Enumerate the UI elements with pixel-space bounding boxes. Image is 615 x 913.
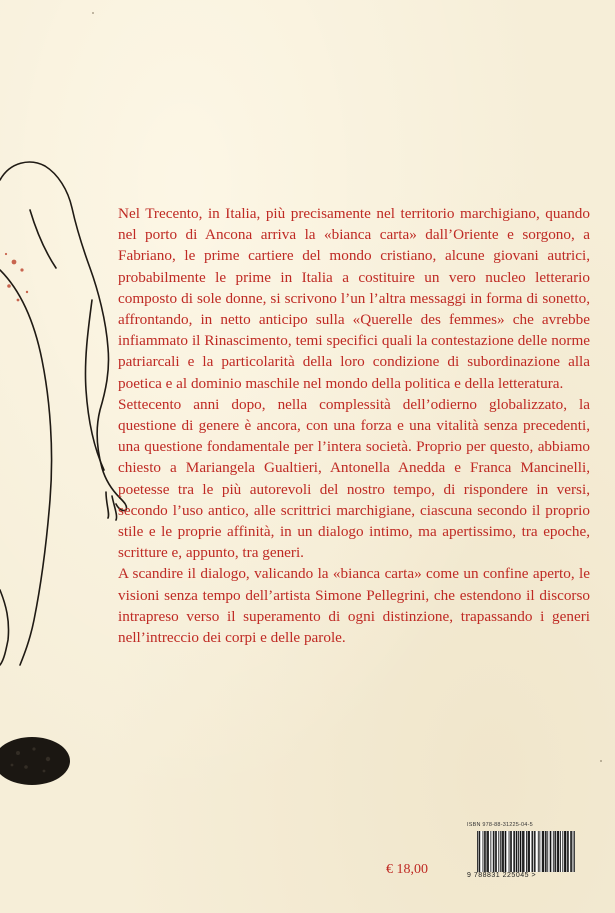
- barcode-bar: [539, 831, 540, 872]
- barcode-bar: [487, 831, 488, 872]
- barcode-bar: [535, 831, 536, 872]
- barcode-bar: [542, 831, 543, 872]
- barcode-bar: [573, 831, 574, 872]
- barcode-bar: [538, 831, 539, 872]
- barcode-bar: [555, 831, 556, 872]
- barcode-bar: [553, 831, 554, 872]
- barcode-bar: [554, 831, 555, 872]
- barcode-bar: [520, 831, 521, 872]
- barcode-bar: [485, 831, 486, 872]
- barcode-bar: [532, 831, 533, 872]
- barcode-bar: [557, 831, 558, 872]
- barcode-bar: [523, 831, 524, 872]
- barcode-bar: [495, 831, 496, 872]
- barcode-bar: [558, 831, 559, 872]
- barcode-bar: [534, 831, 535, 872]
- barcode-bar: [513, 831, 514, 872]
- barcode-bar: [490, 831, 491, 872]
- paper-speck: [92, 12, 94, 14]
- barcode-bar: [477, 831, 478, 872]
- barcode-bar: [570, 831, 571, 872]
- barcode-bar: [518, 831, 519, 872]
- barcode-bar: [479, 831, 480, 872]
- barcode-bar: [493, 831, 494, 872]
- barcode-bar: [567, 831, 568, 872]
- barcode-bar: [500, 831, 501, 872]
- barcode-bar: [520, 831, 521, 872]
- barcode-bar: [529, 831, 530, 872]
- barcode: [477, 831, 575, 872]
- isbn-digits: 9 788831 225045 >: [467, 872, 537, 879]
- price-label: € 18,00: [386, 862, 428, 877]
- blurb-paragraph-1: Nel Trecento, in Italia, più precisamente nel territorio marchigiano, quando nel porto di Ancona arriva la «bianca carta» dall’Oriente e sorgono, a Fabriano, le prime cartiere del mondo cristiano, alcune giovani autrici, probabilmente le prime in Italia a costituire un vero nucleo letterario composto di sole donne, si scrivono l’un l’altra messaggi in forma di sonetto, affrontando, in netto anticipo sulla «Querelle des femmes» che avrebbe infiammato il Rinascimento, temi specifici quali la contestazione delle norme patriarcali e la particolarità della loro condizione di subordinazione alla poetica e al dominio maschile nel mondo della politica e della letteratura.: [118, 205, 590, 392]
- barcode-bar: [503, 831, 504, 872]
- barcode-bar: [565, 831, 566, 872]
- barcode-bar: [517, 831, 518, 872]
- barcode-bar: [502, 831, 503, 872]
- barcode-bar: [528, 831, 529, 872]
- paper-speck: [600, 760, 602, 762]
- barcode-bar: [568, 831, 569, 872]
- barcode-bar: [566, 831, 567, 872]
- barcode-bar: [496, 831, 497, 872]
- barcode-bar: [516, 831, 517, 872]
- barcode-bar: [574, 831, 575, 872]
- barcode-bar: [546, 831, 547, 872]
- barcode-bar: [524, 831, 525, 872]
- barcode-bar: [511, 831, 512, 872]
- back-cover-blurb: [118, 203, 590, 648]
- barcode-bar: [558, 831, 559, 872]
- barcode-bar: [547, 831, 548, 872]
- barcode-bar: [514, 831, 515, 872]
- blurb-paragraph-2: Settecento anni dopo, nella complessità dell’odierno globalizzato, la questione di genere è ancora, con una forza e una vitalità senza precedenti, una questione fondamentale per l’intera società. Proprio per questo, abbiamo chiesto a Mariangela Gualtieri, Antonella Anedda e Franca Mancinelli, poetesse tra le più autorevoli del nostro tempo, di rispondere in versi, secondo l’uso antico, alle scrittrici marchigiane, ciascuna secondo il proprio stile e le proprie affinità, in un dialogo intimo, ma apertissimo, tra epoche, scritture e, appunto, tra generi.: [118, 395, 590, 562]
- barcode-bar: [532, 831, 533, 872]
- barcode-bar: [545, 831, 546, 872]
- barcode-bar: [486, 831, 487, 872]
- barcode-bar: [479, 831, 480, 872]
- barcode-bar: [498, 831, 499, 872]
- barcode-bar: [550, 831, 551, 872]
- barcode-bar: [494, 831, 495, 872]
- isbn-barcode-block: [467, 822, 585, 884]
- barcode-bar: [551, 831, 552, 872]
- barcode-bar: [571, 831, 572, 872]
- barcode-bar: [505, 831, 506, 872]
- isbn-label: ISBN 978-88-31225-04-5: [467, 822, 533, 828]
- barcode-bar: [562, 831, 563, 872]
- barcode-bar: [502, 831, 503, 872]
- barcode-bar: [560, 831, 561, 872]
- barcode-bar: [510, 831, 511, 872]
- barcode-bar: [484, 831, 485, 872]
- barcode-bar: [526, 831, 527, 872]
- barcode-bar: [509, 831, 510, 872]
- stone-illustration: [0, 733, 72, 788]
- barcode-bar: [543, 831, 544, 872]
- barcode-bar: [543, 831, 544, 872]
- barcode-bar: [483, 831, 484, 872]
- barcode-bar: [528, 831, 529, 872]
- blurb-paragraph-3: A scandire il dialogo, valicando la «bianca carta» come un confine aperto, le visioni senza tempo dell’artista Simone Pellegrini, che estendono il discorso intrapreso verso il superamento di ogni distinzione, trapassando i generi nell’intreccio dei corpi e delle parole.: [118, 565, 590, 647]
- barcode-bar: [505, 831, 506, 872]
- figure-illustration: [0, 150, 135, 670]
- barcode-bar: [522, 831, 523, 872]
- barcode-bar: [564, 831, 565, 872]
- barcode-bar: [488, 831, 489, 872]
